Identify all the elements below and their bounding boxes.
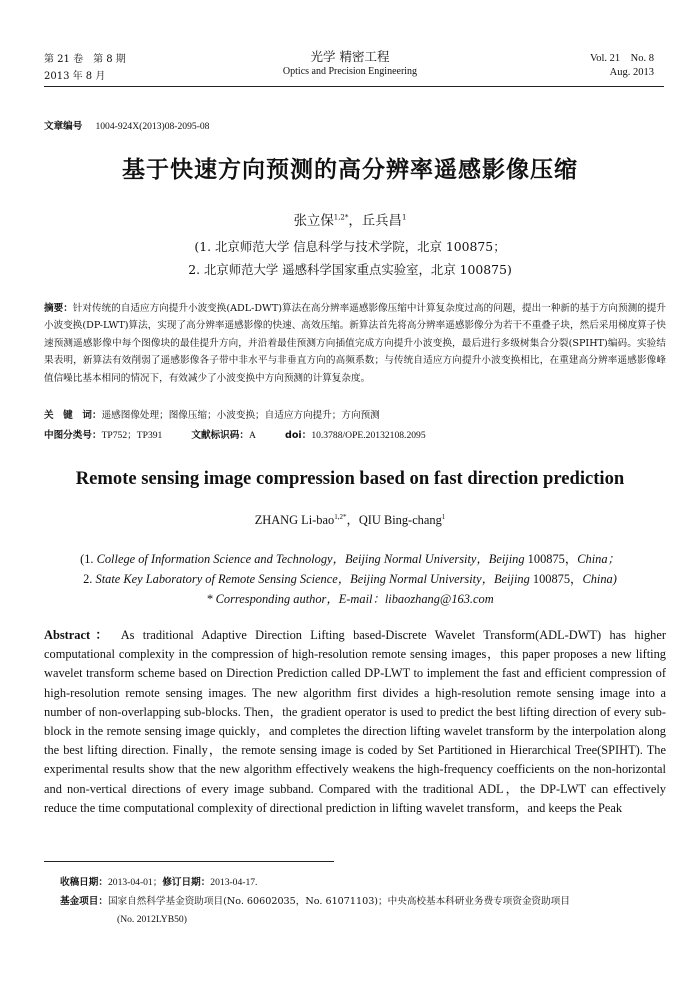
author-cn-1-sup: 1,2* [333, 213, 349, 222]
author-en-1: ZHANG Li-bao [254, 513, 335, 527]
footnote-rule [44, 861, 334, 862]
keywords-cn-label: 关 键 词： [44, 410, 102, 421]
authors-cn-sep: ， [348, 214, 362, 229]
header-rule [44, 86, 664, 87]
authors-en [0, 510, 700, 528]
doi-value: 10.3788/OPE.20132108.2095 [311, 430, 426, 441]
title-cn: 基于快速方向预测的高分辨率遥感影像压缩 [122, 157, 578, 183]
affiliation-en-2-prefix: 2. [83, 572, 96, 586]
title-en: Remote sensing image compression based on fast direction prediction [75, 468, 625, 489]
header-volume-cn: 第 21 卷 第 8 期 [44, 54, 126, 65]
affiliation-en-1-country: China； [577, 552, 620, 566]
doc-code-value: A [248, 430, 256, 441]
authors-en-sep: ， [346, 513, 359, 527]
affiliation-en-1 [0, 549, 700, 567]
affiliation-en-1-prefix: (1. [80, 552, 97, 566]
article-number-value: 1004-924X(2013)08-2095-08 [95, 121, 210, 132]
footnote-fund [60, 893, 666, 910]
abstract-cn-text: 针对传统的自适应方向提升小波变换(ADL-DWT)算法在高分辨率遥感影像压缩中计算复杂度过高的问题，提出一种新的基于方向预测的提升小波变换(DP-LWT)算法，实现了高分辨率遥感影像的快速、高效压缩。新算法首先将高分辨率遥感影像分为若干不重叠子块，然后采用梯度算子快速预测遥感影像中每个图像块的最佳提升方向，并沿着最佳预测方向插值完成方向提升小波变换，最后进行多级树集合分裂(SPIHT)编码。实验结果表明，新算法有效削弱了遥感影像各子带中非水平与非垂直方向的高频系数；与传统自适应方向提升小波变换相比，在重建高分辨率遥感影像峰值信噪比基本相同的情况下，有效减少了小波变换中方向预测的计算复杂度。 [44, 303, 666, 384]
affiliation-en-2-country: China) [582, 572, 617, 586]
article-number [44, 118, 209, 132]
footnote-fund-cont: (No. 2012LYB50) [117, 914, 187, 925]
abstract-en [44, 626, 666, 818]
authors-cn [0, 210, 700, 229]
abstract-cn [44, 300, 666, 387]
classification-line [44, 427, 666, 444]
revised-date: 2013-04-17. [210, 877, 258, 888]
header-date-cn: 2013 年 8 月 [44, 71, 106, 82]
fund-label: 基金项目： [60, 896, 108, 907]
doi-label: doi： [284, 430, 312, 441]
keywords-cn [44, 407, 666, 424]
received-label: 收稿日期： [60, 877, 108, 888]
received-date: 2013-04-01； [107, 877, 163, 888]
affiliation-cn-2: 2. 北京师范大学 遥感科学国家重点实验室，北京 100875) [188, 262, 512, 277]
affiliation-en-1-postcode: 100875， [524, 552, 578, 566]
header-volume-en: Vol. 21 No. 8 [590, 53, 654, 64]
classification-label: 中图分类号： [44, 430, 102, 441]
footnote-dates [60, 874, 666, 891]
classification-value: TP752；TP391 [101, 430, 163, 441]
keywords-cn-text: 遥感图像处理；图像压缩；小波变换；自适应方向提升；方向预测 [101, 410, 380, 421]
header-journal-cn: 光学 精密工程 [310, 49, 390, 64]
affiliation-cn-1: (1. 北京师范大学 信息科学与技术学院，北京 100875； [194, 239, 506, 254]
affiliation-en-2-postcode: 100875， [529, 572, 583, 586]
abstract-en-label: Abstract： [44, 628, 114, 642]
author-cn-1: 张立保 [293, 214, 334, 229]
doc-code-label: 文献标识码： [191, 430, 249, 441]
corresponding-author: * Corresponding author，E-mail：libaozhang@163.com [206, 592, 494, 606]
header-date-en: Aug. 2013 [609, 67, 654, 78]
author-en-2: QIU Bing-chang [358, 513, 442, 527]
affiliation-en-2 [0, 569, 700, 587]
author-cn-2: 丘兵昌 [361, 214, 402, 229]
fund-text: 国家自然科学基金资助项目(No. 60602035，No. 61071103)；中央高校基本科研业务费专项资金资助项目 [107, 896, 570, 907]
abstract-cn-label: 摘要： [44, 303, 73, 314]
affiliation-en-2-body: State Key Laboratory of Remote Sensing Science，Beijing Normal University，Beijing [95, 572, 530, 586]
header-journal-en: Optics and Precision Engineering [282, 66, 418, 77]
revised-label: 修订日期： [162, 877, 211, 888]
author-en-1-sup: 1,2* [334, 512, 347, 521]
affiliation-en-1-body: College of Information Science and Technology，Beijing Normal University，Beijing [96, 552, 525, 566]
article-number-label: 文章编号 [44, 121, 83, 132]
abstract-en-text: As traditional Adaptive Direction Lifting based-Discrete Wavelet Transform(ADL-DWT) has higher computational complexity in the compression of high-resolution remote sensing images，this paper proposes a new lifting wavelet transform scheme based on Direction Prediction called DP-LWT to implement the fast and efficient compression of high-resolution remote sensing images. The new algorithm first divides a high-resolution remote sensing image into a number of non-overlapping sub-blocks. Then，the gradient operator is used to predict the best lifting direction of every sub-block in the remote sensing image quickly，and completes the direction lifting wavelet transform by the interpolation along the best lifting direction. Finally，the remote sensing image is coded by Set Partitioned in Hierarchical Tree(SPIHT). The experimental results show that the new algorithm effectively weakens the high-frequency coefficients on the non-horizontal and non-vertical directions of every image subband. Compared with the traditional ADL，the DP-LWT can effectively reduce the time computational complexity of directional prediction in lifting wavelet transform，and keeps the Peak [44, 628, 666, 815]
author-en-2-sup: 1 [441, 512, 446, 521]
author-cn-2-sup: 1 [401, 213, 407, 222]
